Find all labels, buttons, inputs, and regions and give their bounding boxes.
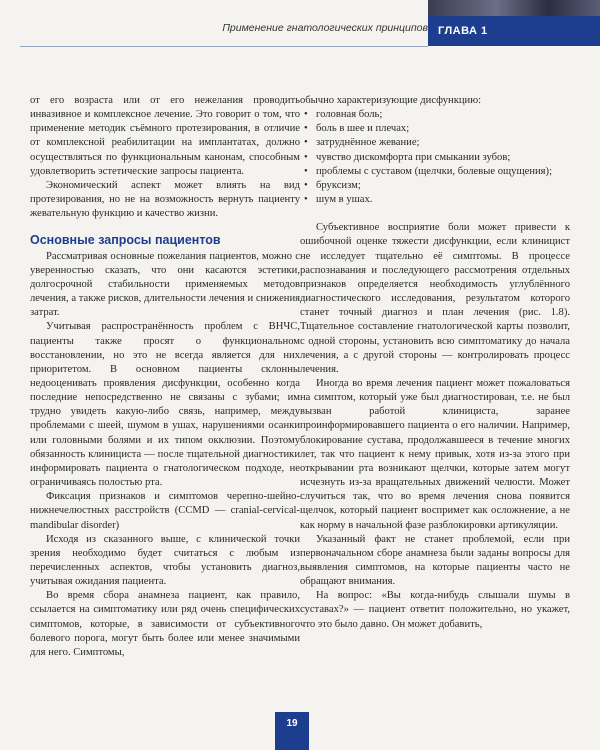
header-photo-strip bbox=[428, 0, 600, 16]
paragraph: Учитывая распространённость проблем с ВНЧС, пациенты также просят о функциональном восстановлении, но это не всегда является для них приоритетом. В основном пациенты склонны недооценивать проявления дисфункции, особенно когда последние непосредственно не связаны с зубами; им трудно увидеть какую-либо связь, например, между проблемами с шеей, шумом в ушах, нарушениями осанки или головными болями и их типом окклюзии. Поэтому обязанность клинициста — после тщательной диагностики информировать пациента о гнатологическом подходе, не ограничиваясь полостью рта. bbox=[30, 321, 300, 489]
right-column bbox=[300, 94, 570, 632]
spacer bbox=[300, 207, 570, 221]
symptom-list bbox=[300, 108, 570, 207]
list-item: • бруксизм; bbox=[300, 179, 570, 193]
header-divider bbox=[20, 46, 428, 47]
page-number: 19 bbox=[275, 712, 309, 750]
paragraph: Исходя из сказанного выше, с клинической точки зрения необходимо будет считаться с любым из перечисленных аспектов, чтобы установить диагноз, учитывая ожидания пациента. bbox=[30, 533, 300, 588]
list-item: • шум в ушах. bbox=[300, 193, 570, 207]
paragraph: Указанный факт не станет проблемой, если при первоначальном сборе анамнеза были заданы вопросы для выявления симптомов, на которые пациенты часто не обращают внимания. bbox=[300, 533, 570, 588]
paragraph: Субъективное восприятие боли может привести к ошибочной оценке тяжести дисфункции, если клиницист не исследует тщательно её симптомы. В процессе распознавания и последующего рассмотрения отдельных признаков определяется необходимость углублённого диагностического исследования, результатом которого станет точный диагноз и план лечения (рис. 1.8). Тщательное составление гнатологической карты позволит, с одной стороны, установить всю симптоматику до начала лечения, а с другой стороны — контролировать процесс лечения. bbox=[300, 222, 570, 375]
paragraph: Иногда во время лечения пациент может пожаловаться на симптом, который уже был диагностирован, т.е. не был вызван работой клинициста, заранее проинформировавшего пациента о его наличии. Например, блокирование сустава, продолжавшееся в течение многих лет, так что пациент к нему привык, хотя из-за этого при открывании рта возникают щелчки, которые затем могут исчезнуть из-за вращательных движений челюсти. Может случиться так, что во время лечения снова появится щелчок, который пациент воспримет как осложнение, а не как норму в начальной фазе разблокировки артикуляции. bbox=[300, 377, 570, 531]
list-item: • боль в шее и плечах; bbox=[300, 122, 570, 136]
chapter-tab: ГЛАВА 1 bbox=[428, 16, 600, 46]
list-item: • головная боль; bbox=[300, 108, 570, 122]
paragraph: Фиксация признаков и симптомов черепно-шейно-нижнечелюстных расстройств (CCMD — cranial-cervical-mandibular disorder) bbox=[30, 491, 300, 531]
list-item: • проблемы с суставом (щелчки, болевые ощущения); bbox=[300, 165, 570, 179]
page-header bbox=[0, 0, 600, 56]
paragraph: обычно характеризующие дисфункцию: bbox=[300, 95, 482, 106]
paragraph: Во время сбора анамнеза пациент, как правило, ссылается на симптоматику или ряд очень специфических симптомов, которые, в зависимости от субъективного болевого порога, могут быть более или менее значимыми для него. Симптомы, bbox=[30, 590, 300, 658]
list-item: • затруднённое жевание; bbox=[300, 136, 570, 150]
running-title: Применение гнатологических принципов bbox=[222, 22, 428, 34]
section-heading: Основные запросы пациентов bbox=[30, 233, 221, 248]
paragraph: от его возраста или от его нежелания проводить инвазивное и комплексное лечение. Это говорит о том, что применение методик съёмного протезирования, в отличие от комплексной реабилитации на имплантатах, должно осуществляться по функциональным канонам, способным удовлетворить эстетические запросы пациента. bbox=[30, 95, 300, 177]
list-item: • чувство дискомфорта при смыкании зубов; bbox=[300, 151, 570, 165]
paragraph: На вопрос: «Вы когда-нибудь слышали шумы в суставах?» — пациент ответит положительно, но укажет, что это было давно. Он может добавить, bbox=[300, 590, 570, 630]
left-column bbox=[30, 94, 300, 660]
paragraph: Экономический аспект может влиять на вид протезирования, но не на возможность вернуть пациенту жевательную функцию и качество жизни. bbox=[30, 179, 300, 220]
paragraph: Рассматривая основные пожелания пациентов, можно с уверенностью сказать, что они касаются эстетики, долгосрочной стабильности применяемых методов лечения, а также рисков, длительности лечения и снижения затрат. bbox=[30, 250, 300, 319]
